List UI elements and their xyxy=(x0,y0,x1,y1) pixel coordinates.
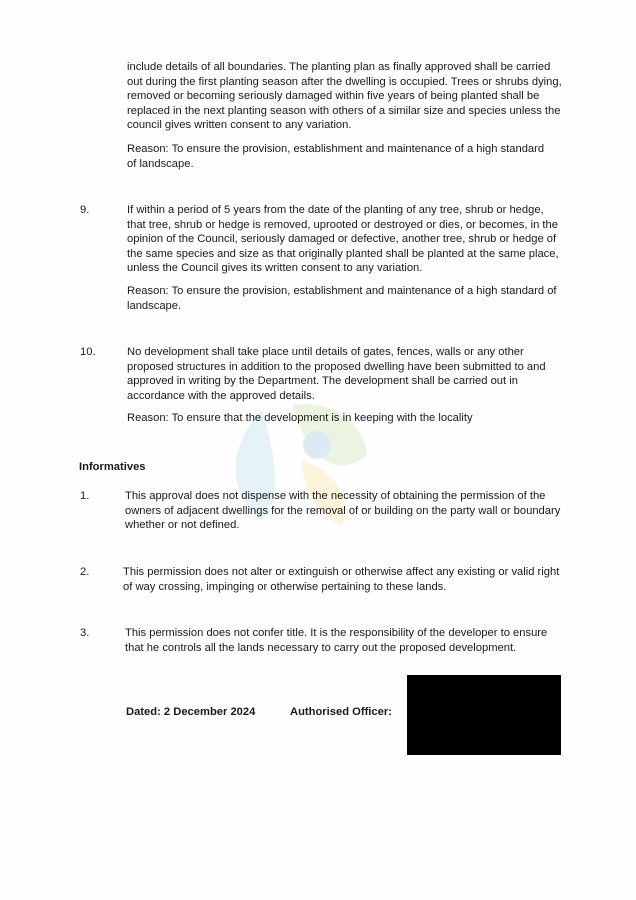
informative-3-number: 3. xyxy=(80,627,90,639)
redacted-signature xyxy=(407,675,561,755)
informatives-heading: Informatives xyxy=(79,461,146,473)
condition-8-continuation: include details of all boundaries. The planting plan as finally approved shall be carried out during the first planting season after the dwelling is occupied. Trees or shrubs dying, removed or becoming seriously damaged within five years of being planted shall be replaced in the next planting season with others of a similar size and species unless the council gives written consent to any variation. xyxy=(127,61,562,132)
condition-9-body: If within a period of 5 years from the date of the planting of any tree, shrub or hedge, that tree, shrub or hedge is removed, uprooted or destroyed or dies, or becomes, in the opinion of the Council, seriously damaged or defective, another tree, shrub or hedge of the same species and size as that originally planted shall be planted at the same place, unless the Council gives its written consent to any variation. xyxy=(127,204,559,275)
informative-1-number: 1. xyxy=(80,490,90,502)
condition-8-reason: Reason: To ensure the provision, establishment and maintenance of a high standard of landscape. xyxy=(127,143,545,170)
condition-9-number: 9. xyxy=(80,204,90,216)
informative-1-body: This approval does not dispense with the necessity of obtaining the permission of the owners of adjacent dwellings for the removal of or building on the party wall or boundary whether or not defined. xyxy=(125,490,561,532)
informative-3-body: This permission does not confer title. It is the responsibility of the developer to ensure that he controls all the lands necessary to carry out the proposed development. xyxy=(125,627,548,654)
condition-9-reason: Reason: To ensure the provision, establishment and maintenance of a high standard of landscape. xyxy=(127,285,557,312)
condition-10-number: 10. xyxy=(80,346,96,358)
dated-label: Dated: 2 December 2024 xyxy=(126,706,256,718)
authorised-officer-label: Authorised Officer: xyxy=(290,706,392,718)
condition-10-reason: Reason: To ensure that the development is in keeping with the locality xyxy=(127,412,473,424)
condition-10-body: No development shall take place until details of gates, fences, walls or any other proposed structures in addition to the proposed dwelling have been submitted to and approved in writing by the Department. The development shall be carried out in accordance with the approved details. xyxy=(127,346,546,402)
informative-2-number: 2. xyxy=(80,566,90,578)
informative-2-body: This permission does not alter or extinguish or otherwise affect any existing or valid right of way crossing, impinging or otherwise pertaining to these lands. xyxy=(123,566,560,593)
